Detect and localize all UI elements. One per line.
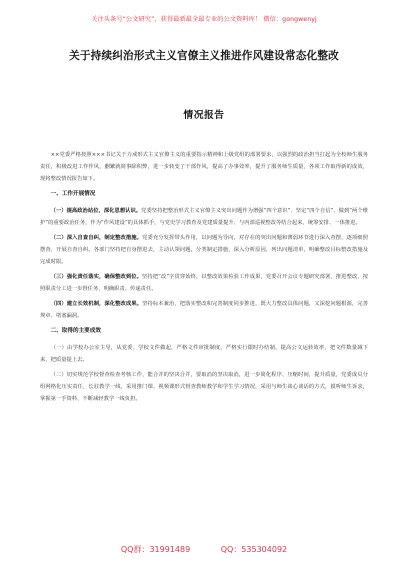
work-item-3-text: 坚持把“改”字贯穿始终，以整改效果检验工作成果，党委召开会议专题研究部署，推进整改，按照职责分工进一步督任务、明确职责、传递责任。 <box>40 274 368 292</box>
work-item-4 <box>40 298 368 322</box>
work-item-2-text: 党委充分发挥带头作用，以问题为导向，对存在的突出问题和薄弱环节进行深入查摆，逐项细照摆查，开展自查自纠。各部门坚持把自身摆进去，主动认领问题，分类制定措施，深入分析原因，列出问题清单，明确整改目标整改措施及完成时限。 <box>40 235 368 265</box>
result-item-2: （二）切实规范学校督查检查考核工作，能合并的坚决合并，要取消的坚决取消，进一步简化程序、压缩时间，提升质量，党委成员分组网格化压实责任，长驻教学一线，采用推门课、视频课形式督查教师教学和学生学习情况，采用与师生谈心谈话的方式，摸听师生诉求，掌握第一手资料，不断减轻教学一线负担。 <box>40 372 368 402</box>
intro-paragraph: ××党委严格按照×××书记关于力戒形式主义官僚主义的重要指示精神和上级党组的部署要求，以强烈的政治担当扛起为全校师生服务责任，积极改进工作作风，删繁就简事除积弊，进一步转变了干部作风，提高了办事效率，提升了服务师生质量，各项工作取得新的成效，现将整改情况报告如下。 <box>40 152 368 182</box>
work-item-2-lead: （二）深入自查自纠，制定整改措施。 <box>50 235 143 241</box>
work-item-3 <box>40 271 368 295</box>
document-body <box>40 149 368 405</box>
document-subtitle: 情况报告 <box>183 110 225 121</box>
section-heading-work: 一、工作开展情况 <box>50 191 96 197</box>
work-item-4-lead: （四）建立长效机制，深化整改成果。 <box>50 301 143 307</box>
work-item-1-lead: （一）提高政治站位，深化思想认识。 <box>50 208 142 214</box>
qq-label: QQ：535304092 <box>220 545 288 554</box>
work-item-3-lead: （三）强化责任落实，确保整改到位。 <box>50 274 142 280</box>
work-item-1 <box>40 205 368 229</box>
result-item-1: （一）由学校办公室主导，从党委、学校文件做起，严格文件审批制度，严格实行限时办结制，提高公文运转效率，把文件数量减下来，把质量提上去。 <box>40 345 368 363</box>
document-page <box>40 48 368 408</box>
work-item-2 <box>40 232 368 268</box>
contact-footer <box>0 544 408 555</box>
promo-banner: 关注头条号“公文研究”，获得最新最全最专业的公文资料库！ 微信：gongwenyj <box>91 16 317 23</box>
document-title: 关于持续纠治形式主义官僚主义推进作风建设常态化整改 <box>69 50 339 62</box>
work-item-1-text: 党委坚持把整治形式主义官僚主义突出问题作为增强“四个意识”、坚定“四个自信”、做到“两个维护”的重要政治任务，作为“作风建设”的具体抓手，与党史学习教育及党建质量提升、与内部巡视整改等结合起来，统筹安排、一体推进。 <box>40 208 368 226</box>
work-item-4-text: 坚持标本兼治，把落实整改和完善制度同步推进，既大力整改具体问题，又深挖问题根源，完善规章、堵塞漏洞。 <box>40 301 368 319</box>
qq-group-label: QQ群：31991489 <box>120 545 191 554</box>
section-heading-results: 二、取得的主要成效 <box>50 328 101 334</box>
